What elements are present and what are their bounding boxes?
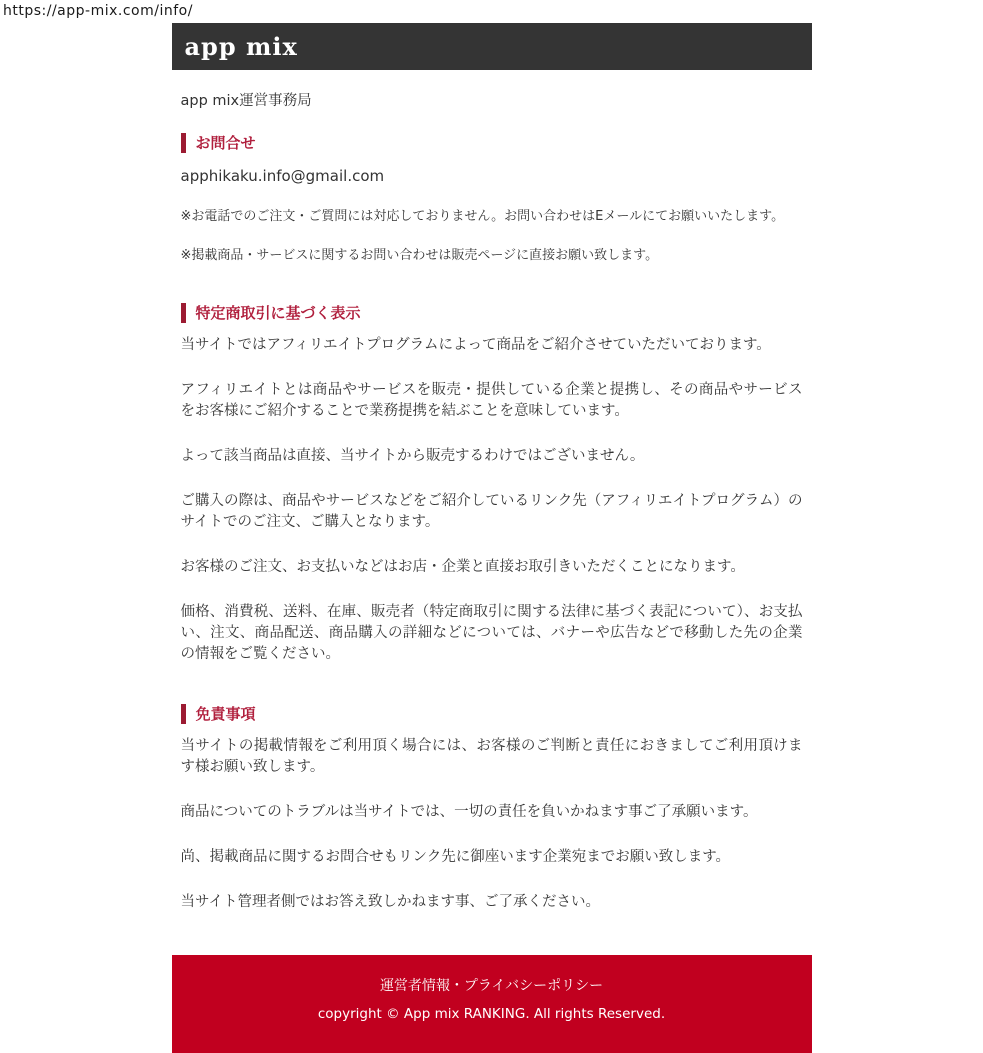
contact-email-text: apphikaku.info@gmail.com xyxy=(180,167,385,185)
disclaimer-paragraph: 当サイト管理者側ではお答え致しかねます事、ご了承ください。 xyxy=(180,894,600,910)
page-url-text: https://app-mix.com/info/ xyxy=(3,3,193,19)
page-content xyxy=(172,93,812,913)
site-footer xyxy=(172,955,812,1053)
section-heading-contact: お問合せ xyxy=(181,133,803,153)
disclaimer-paragraph: 尚、掲載商品に関するお問合せもリンク先に御座います企業宛までお願い致します。 xyxy=(180,849,731,865)
operator-name-text: app mix運営事務局 xyxy=(180,93,312,109)
tokutei-paragraph: アフィリエイトとは商品やサービスを販売・提供している企業と提携し、その商品やサービスをお客様にご紹介することで業務提携を結ぶことを意味しています。 xyxy=(180,382,803,419)
site-logo-title: app mix xyxy=(184,32,298,61)
contact-note-phone: ※お電話でのご注文・ご質問には対応しておりません。お問い合わせはEメールにてお願いいたします。 xyxy=(180,209,785,224)
section-heading-disclaimer: 免責事項 xyxy=(181,704,803,724)
footer-copyright-text: copyright © App mix RANKING. All rights Reserved. xyxy=(317,1006,666,1022)
main-column xyxy=(172,23,812,913)
disclaimer-paragraph: 商品についてのトラブルは当サイトでは、一切の責任を負いかねます事ご了承願います。 xyxy=(180,804,758,820)
site-header xyxy=(172,23,812,70)
tokutei-paragraph: ご購入の際は、商品やサービスなどをご紹介しているリンク先（アフィリエイトプログラム）のサイトでのご注文、ご購入となります。 xyxy=(180,493,803,530)
footer-privacy-policy-link[interactable]: 運営者情報・プライバシーポリシー xyxy=(379,978,604,994)
section-heading-tokutei-shoutorihiki: 特定商取引に基づく表示 xyxy=(181,303,803,323)
contact-note-products: ※掲載商品・サービスに関するお問い合わせは販売ページに直接お願い致します。 xyxy=(180,248,659,263)
tokutei-paragraph: 価格、消費税、送料、在庫、販売者（特定商取引に関する法律に基づく表記について）、お支払い、注文、商品配送、商品購入の詳細などについては、バナーや広告などで移動した先の企業の情報をご覧ください。 xyxy=(180,604,803,662)
tokutei-paragraph: お客様のご注文、お支払いなどはお店・企業と直接お取引きいただくことになります。 xyxy=(180,559,745,575)
tokutei-paragraph: 当サイトではアフィリエイトプログラムによって商品をご紹介させていただいております。 xyxy=(180,337,771,353)
tokutei-paragraph: よって該当商品は直接、当サイトから販売するわけではございません。 xyxy=(180,448,645,464)
disclaimer-paragraph: 当サイトの掲載情報をご利用頂く場合には、お客様のご判断と責任におきましてご利用頂けます様お願い致します。 xyxy=(180,738,803,775)
